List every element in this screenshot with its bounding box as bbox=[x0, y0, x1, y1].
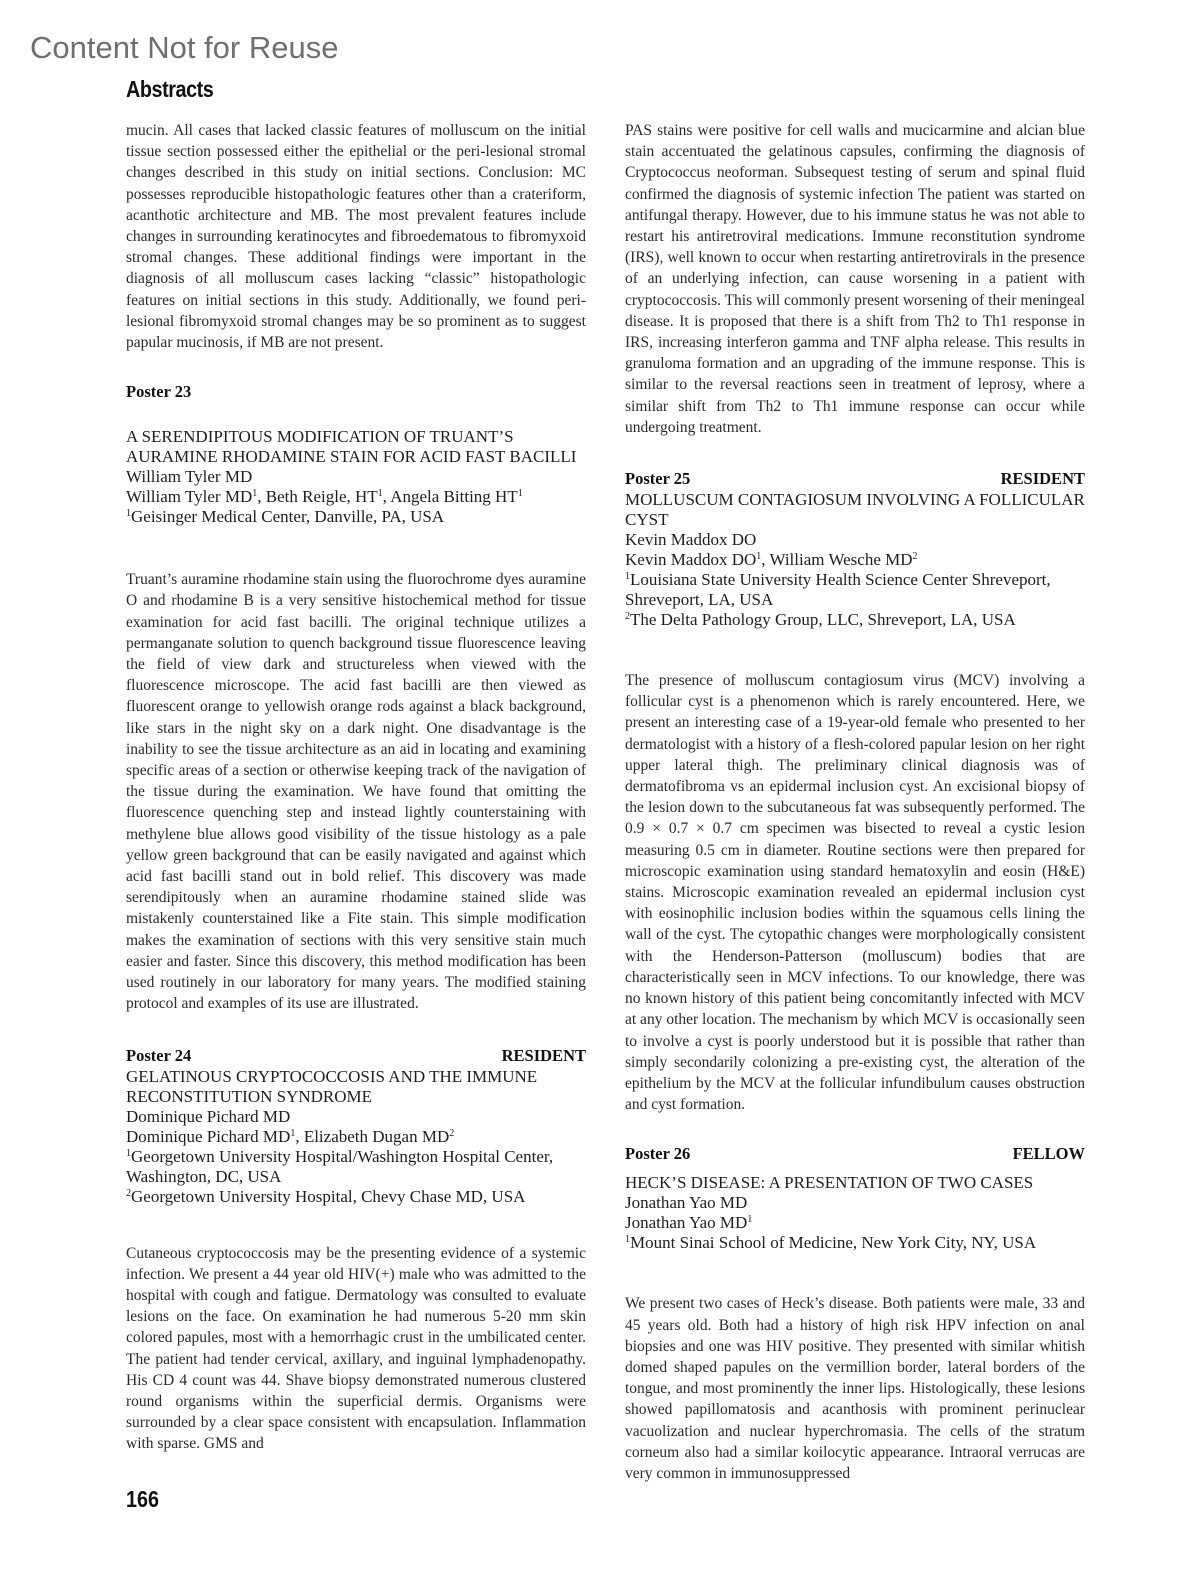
author-list: Kevin Maddox $DO^1$, William Wesche $MD^2$ bbox=[625, 550, 918, 570]
author-list: Dominique Pichard $MD^1$, Elizabeth Dugan $MD^2$ bbox=[126, 1126, 455, 1146]
affiliation: $^1$Georgetown University Hospital/Washington Hospital Center, Washington, DC, USA bbox=[126, 1146, 554, 1186]
poster-label: Poster 24 bbox=[126, 1045, 192, 1065]
poster-abstract: We present two cases of Heck’s disease. Both patients were male, 33 and 45 years old. Both had a history of high risk HPV infection on anal biopsies and one was HIV positive. They presented with similar whitish domed shaped papules on the vermillion border, lateral borders of the tongue, and most prominently the inner lips. Histologically, these lesions showed papillomatosis and acanthosis with prominent perinuclear vacuolization and nuclear hyperchromasia. The cells of the stratum corneum also had a similar koilocytic appearance. Intraoral verrucas are very common in immunosuppressed bbox=[625, 1295, 1085, 1482]
section-title: Abstracts bbox=[126, 76, 214, 102]
author-sup: 1 bbox=[290, 1127, 296, 1139]
author-name: Jonathan Yao MD bbox=[625, 1213, 748, 1233]
author-list: William Tyler $MD^1$, Beth Reigle, $HT^1$, Angela Bitting $HT^1$ bbox=[126, 487, 523, 507]
author-sup: 1 bbox=[252, 488, 258, 500]
poster-header bbox=[126, 1045, 586, 1067]
poster-presenter: Kevin Maddox DO bbox=[625, 530, 757, 550]
author-name: William Wesche MD bbox=[769, 550, 913, 570]
right-column bbox=[625, 120, 1085, 1484]
author-name: Angela Bitting HT bbox=[390, 487, 518, 507]
page-number: 166 bbox=[126, 1486, 160, 1512]
affiliation: $^2$Georgetown University Hospital, Chevy Chase MD, USA bbox=[126, 1186, 526, 1206]
affiliation: $^1$Geisinger Medical Center, Danville, PA, USA bbox=[126, 507, 445, 527]
poster-26 bbox=[625, 1143, 1085, 1484]
author-sup: 2 bbox=[449, 1127, 455, 1139]
poster-25 bbox=[625, 468, 1085, 1115]
poster-presenter: William Tyler MD bbox=[126, 467, 253, 487]
poster-title: A SERENDIPITOUS MODIFICATION OF TRUANT’S AURAMINE RHODAMINE STAIN FOR ACID FAST BACILLI bbox=[126, 427, 577, 467]
poster-header bbox=[625, 468, 1085, 490]
poster-presenter: Dominique Pichard MD bbox=[126, 1106, 291, 1126]
author-name: Dominique Pichard MD bbox=[126, 1126, 291, 1146]
poster-23 bbox=[126, 381, 586, 1014]
poster-category-tag: FELLOW bbox=[1012, 1144, 1085, 1164]
poster-label: Poster 25 bbox=[625, 469, 691, 489]
continued-abstract-text: mucin. All cases that lacked classic features of molluscum on the initial tissue section possessed either the epithelial or the peri-lesional stromal changes described in this study on initial sections. Conclusion: MC possesses reproducible histopathologic features other than a crateriform, acanthotic architecture and MB. The most prevalent features include changes in surrounding keratinocytes and fibroedematous to fibromyxoid stromal changes. These additional findings were important in the diagnosis of all molluscum cases lacking “classic” histopathologic features on initial sections in this study. Additionally, we found peri-lesional fibromyxoid stromal changes may be so prominent as to suggest papular mucinosis, if MB are not present. bbox=[126, 122, 586, 352]
author-list bbox=[625, 1213, 1085, 1233]
author-sup: 1 bbox=[517, 488, 523, 500]
author-sup: 1 bbox=[747, 1214, 753, 1226]
poster-category-tag: RESIDENT bbox=[501, 1045, 586, 1065]
poster-header bbox=[126, 381, 586, 403]
poster-title: GELATINOUS CRYPTOCOCCOSIS AND THE IMMUNE RECONSTITUTION SYNDROME bbox=[126, 1066, 538, 1106]
affiliation: $^1$Mount Sinai School of Medicine, New York City, NY, USA bbox=[625, 1233, 1037, 1253]
affiliation: $^2$The Delta Pathology Group, LLC, Shreveport, LA, USA bbox=[625, 610, 1016, 630]
poster-label: Poster 26 bbox=[625, 1144, 691, 1164]
poster-presenter: Jonathan Yao MD bbox=[625, 1193, 748, 1213]
poster-abstract: Cutaneous cryptococcosis may be the presenting evidence of a systemic infection. We present a 44 year old HIV(+) male who was admitted to the hospital with cough and fatigue. Dermatology was consulted to evaluate lesions on the face. On examination he had numerous 5-20 mm skin colored papules, most with a hemorrhagic crust in the umbilicated center. The patient had tender cervical, axillary, and inguinal lymphadenopathy. His CD 4 count was 44. Shave biopsy demonstrated numerous clustered round organisms within the superficial dermis. Organisms were surrounded by a clear space consistent with encapsulation. Inflammation with sparse. GMS and bbox=[126, 1244, 586, 1453]
poster-abstract: The presence of molluscum contagiosum virus (MCV) involving a follicular cyst is a phenomenon which is rarely encountered. Here, we present an interesting case of a 19-year-old female who presented to her dermatologist with a history of a flesh-colored papular lesion on her right upper lateral thigh. The preliminary clinical diagnosis was of dermatofibroma vs an epidermal inclusion cyst. An excisional biopsy of the lesion down to the subcutaneous fat was subsequently performed. The 0.9 × 0.7 × 0.7 cm specimen was bisected to reveal a cystic lesion measuring 0.5 cm in diameter. Routine sections were then prepared for microscopic examination using standard hematoxylin and eosin (H&E) stains. Microscopic examination revealed an epidermal inclusion cyst with eosinophilic inclusion bodies within the squamous cells lining the wall of the cyst. The cytopathic changes were morphologically consistent with the Henderson-Patterson (molluscum) bodies that are characteristically seen in MCV infections. To our knowledge, there was no known history of this patient being concomitantly infected with MCV at any other location. The mechanism by which MCV is occasionally seen to involve a cyst is poorly understood but it is possible that rather than simply secondarily colonizing a pre-existing cyst, the alteration of the epithelium by the MCV at the follicular infundibulum causes obstruction and cyst formation. bbox=[625, 672, 1086, 1114]
watermark: Content Not for Reuse bbox=[30, 30, 339, 65]
poster-24 bbox=[126, 1045, 586, 1455]
continued-abstract-text: PAS stains were positive for cell walls and mucicarmine and alcian blue stain accentuated the gelatinous capsules, confirming the diagnosis of Cryptococcus neoforman. Subsequest testing of serum and spinal fluid confirmed the diagnosis of systemic infection The patient was started on antifungal therapy. However, due to his immune status he was not able to restart his antiretroviral medications. Immune reconstitution syndrome (IRS), well known to occur when restarting antiretrovirals in the presence of an underlying infection, can cause worsening in a patient with cryptococcosis. This will commonly present worsening of their meningeal disease. It is proposed that there is a shift from Th2 to Th1 response in IRS, increasing interferon gamma and TNF alpha release. This results in granuloma formation and an upgrading of the immune response. This is similar to the reversal reactions seen in treatment of leprosy, where a similar shift from Th2 to Th1 immune response can occur while undergoing treatment. bbox=[625, 122, 1085, 436]
author-sup: 2 bbox=[912, 551, 918, 563]
author-sup: 1 bbox=[377, 488, 383, 500]
poster-label: Poster 23 bbox=[126, 382, 192, 402]
author-name: William Tyler MD bbox=[126, 487, 253, 507]
poster-abstract: Truant’s auramine rhodamine stain using the fluorochrome dyes auramine O and rhodamine B is a very sensitive histochemical method for tissue examination for acid fast bacilli. The original technique utilizes a permanganate solution to quench background tissue fluorescence leaving the field of view dark and structureless when viewed with the fluorescence microscope. The acid fast bacilli are then viewed as fluorescent orange to yellowish orange rods against a black background, like stars in the night sky on a dark night. One disadvantage is the inability to see the tissue architecture as an aid in locating and examining specific areas of a section or otherwise keeping track of the navigation of the tissue during the examination. We have found that omitting the fluorescence quenching step and instead lightly counterstaining with methylene blue allows good visibility of the tissue histology as a pale yellow green background that can be easily navigated and against which acid fast bacilli stand out in bold relief. This discovery was made serendipitously when an auramine rhodamine stained slide was mistakenly counterstained like a Fite stain. This simple modification makes the examination of sections with this very sensitive stain much easier and faster. Since this discovery, this method modification has been used routinely in our laboratory for many years. The modified staining protocol and examples of its use are illustrated. bbox=[126, 571, 586, 1013]
author-name: Elizabeth Dugan MD bbox=[303, 1126, 450, 1146]
author-name: Kevin Maddox DO bbox=[625, 550, 757, 570]
poster-header bbox=[625, 1143, 1085, 1165]
author-name: Beth Reigle, HT bbox=[265, 487, 378, 507]
affiliation: $^1$Louisiana State University Health Science Center Shreveport, Shreveport, LA, USA bbox=[625, 570, 1051, 610]
poster-category-tag: RESIDENT bbox=[1000, 469, 1085, 489]
author-sup: 1 bbox=[756, 551, 762, 563]
poster-title: MOLLUSCUM CONTAGIOSUM INVOLVING A FOLLICULAR CYST bbox=[625, 490, 1085, 530]
poster-title: HECK’S DISEASE: A PRESENTATION OF TWO CASES bbox=[625, 1173, 1034, 1193]
left-column bbox=[126, 120, 586, 1455]
